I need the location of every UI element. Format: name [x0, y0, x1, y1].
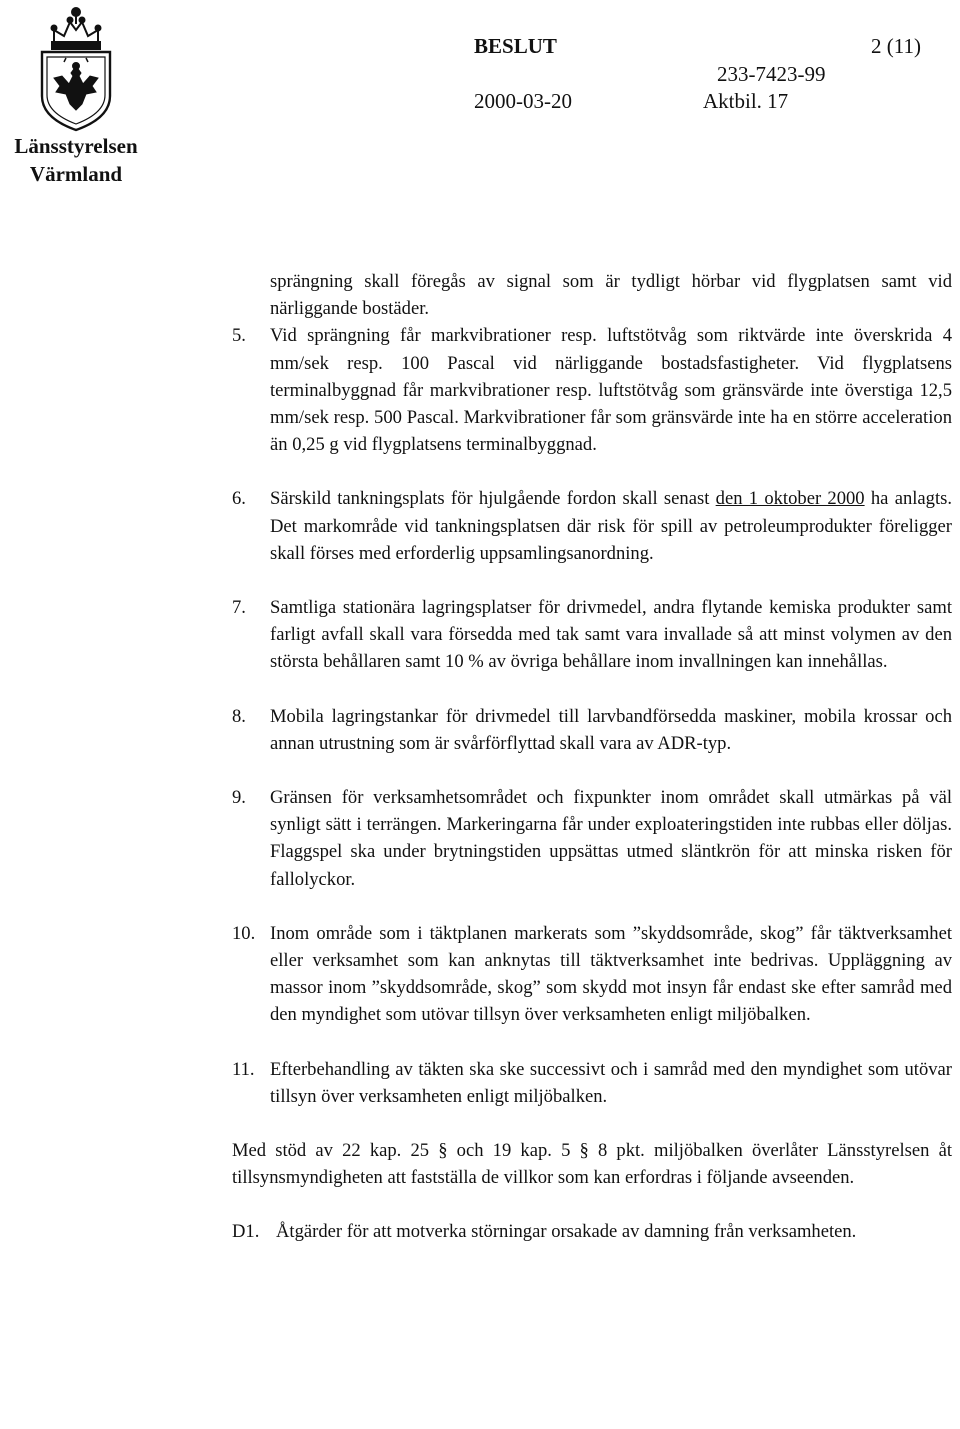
list-item-10 [232, 920, 952, 1029]
item-text-before: Särskild tankningsplats för hjulgående fordon skall senast [270, 488, 710, 510]
item-number: 11. [232, 1058, 255, 1080]
item-number: 9. [232, 787, 246, 809]
item-text: Vid sprängning får markvibrationer resp. luftstötvåg som riktvärde inte överskrida 4 mm/sek resp. 100 Pascal vid närliggande bostadsfastigheter. Vid flygplatsens terminalbyggnad får markvibrationer resp. luftstötvåg som gränsvärde inte överstiga 12,5 mm/sek resp. 500 Pascal. Markvibrationer får som gränsvärde inte ha en större acceleration än 0,25 g vid flygplatsens terminalbyggnad. [270, 325, 952, 456]
item-text-after: ha anlagts. Det markområde vid tankningsplatsen där risk för spill av petroleumprodukter föreligger skall förses med erforderlig uppsamlingsanordning. [270, 488, 953, 564]
organization-name-line2: Värmland [29, 162, 123, 186]
item-number: 7. [232, 597, 246, 619]
item-number: 5. [232, 325, 246, 347]
item-text: Åtgärder för att motverka störningar orsakade av damning från verksamheten. [276, 1221, 857, 1243]
list-item-9 [232, 784, 952, 893]
item-number: 10. [232, 922, 256, 944]
document-date: 2000-03-20 [474, 89, 572, 113]
document-type: BESLUT [474, 34, 557, 58]
item-text: Gränsen för verksamhetsområdet och fixpunkter inom området skall utmärkas på väl synligt sätt i terrängen. Markeringarna får under exploateringstiden inte rubbas eller döljas. Flaggspel ska under brytningstiden uppsättas utmed släntkrön för att minska risken för fallolyckor. [270, 787, 952, 890]
item-text: Efterbehandling av täkten ska ske successivt och i samråd med den myndighet som utövar tillsyn över verksamheten enligt miljöbalken. [270, 1058, 952, 1107]
item-text: Samtliga stationära lagringsplatser för drivmedel, andra flytande kemiska produkter samt farligt avfall skall vara försedda med tak samt vara invallade så att minst volymen av den största behållaren samt 10 % av övriga behållare inom invallningen kan innehållas. [270, 597, 952, 673]
list-item-6 [232, 485, 952, 567]
list-item-11 [232, 1056, 952, 1110]
coat-of-arms-logo [24, 0, 128, 134]
reference-number: 233-7423-99 [717, 62, 826, 86]
page-number: 2 (11) [871, 34, 921, 58]
delegation-paragraph: Med stöd av 22 kap. 25 § och 19 kap. 5 § 8 pkt. miljöbalken överlåter Länsstyrelsen åt tillsynsmyndigheten att fastställa de villkor som kan erfordras i följande avseenden. [232, 1140, 952, 1189]
item-number: D1. [232, 1221, 260, 1243]
item-number: 6. [232, 488, 246, 510]
item-text [270, 485, 952, 567]
continuation-item [232, 268, 952, 322]
swedish-coat-of-arms-icon [24, 0, 128, 134]
list-item-5 [232, 322, 952, 458]
list-item-7 [232, 594, 952, 676]
list-item-8 [232, 703, 952, 757]
organization-name-line1: Länsstyrelsen [14, 134, 138, 158]
item-text: Inom område som i täktplanen markerats som ”skyddsområde, skog” får täktverksamhet eller verksamhet som kan anknytas till täktverksamhet inte bedrivas. Uppläggning av massor inom ”skyddsområde, skog” som skydd mot insyn får endast ske efter samråd med den myndighet som utövar tillsyn över verksamheten enligt miljöbalken. [270, 922, 952, 1026]
file-reference: Aktbil. 17 [703, 89, 789, 113]
item-number: 8. [232, 705, 246, 727]
document-body [232, 268, 952, 1246]
deadline-date: den 1 oktober 2000 [715, 488, 865, 510]
item-text: Mobila lagringstankar för drivmedel till larvbandförsedda maskiner, mobila krossar och annan utrustning som är svårförflyttad skall vara av ADR-typ. [270, 705, 952, 754]
continuation-text: sprängning skall föregås av signal som är tydligt hörbar vid flygplatsen samt vid närliggande bostäder. [270, 271, 952, 320]
list-item-d1 [232, 1218, 952, 1245]
